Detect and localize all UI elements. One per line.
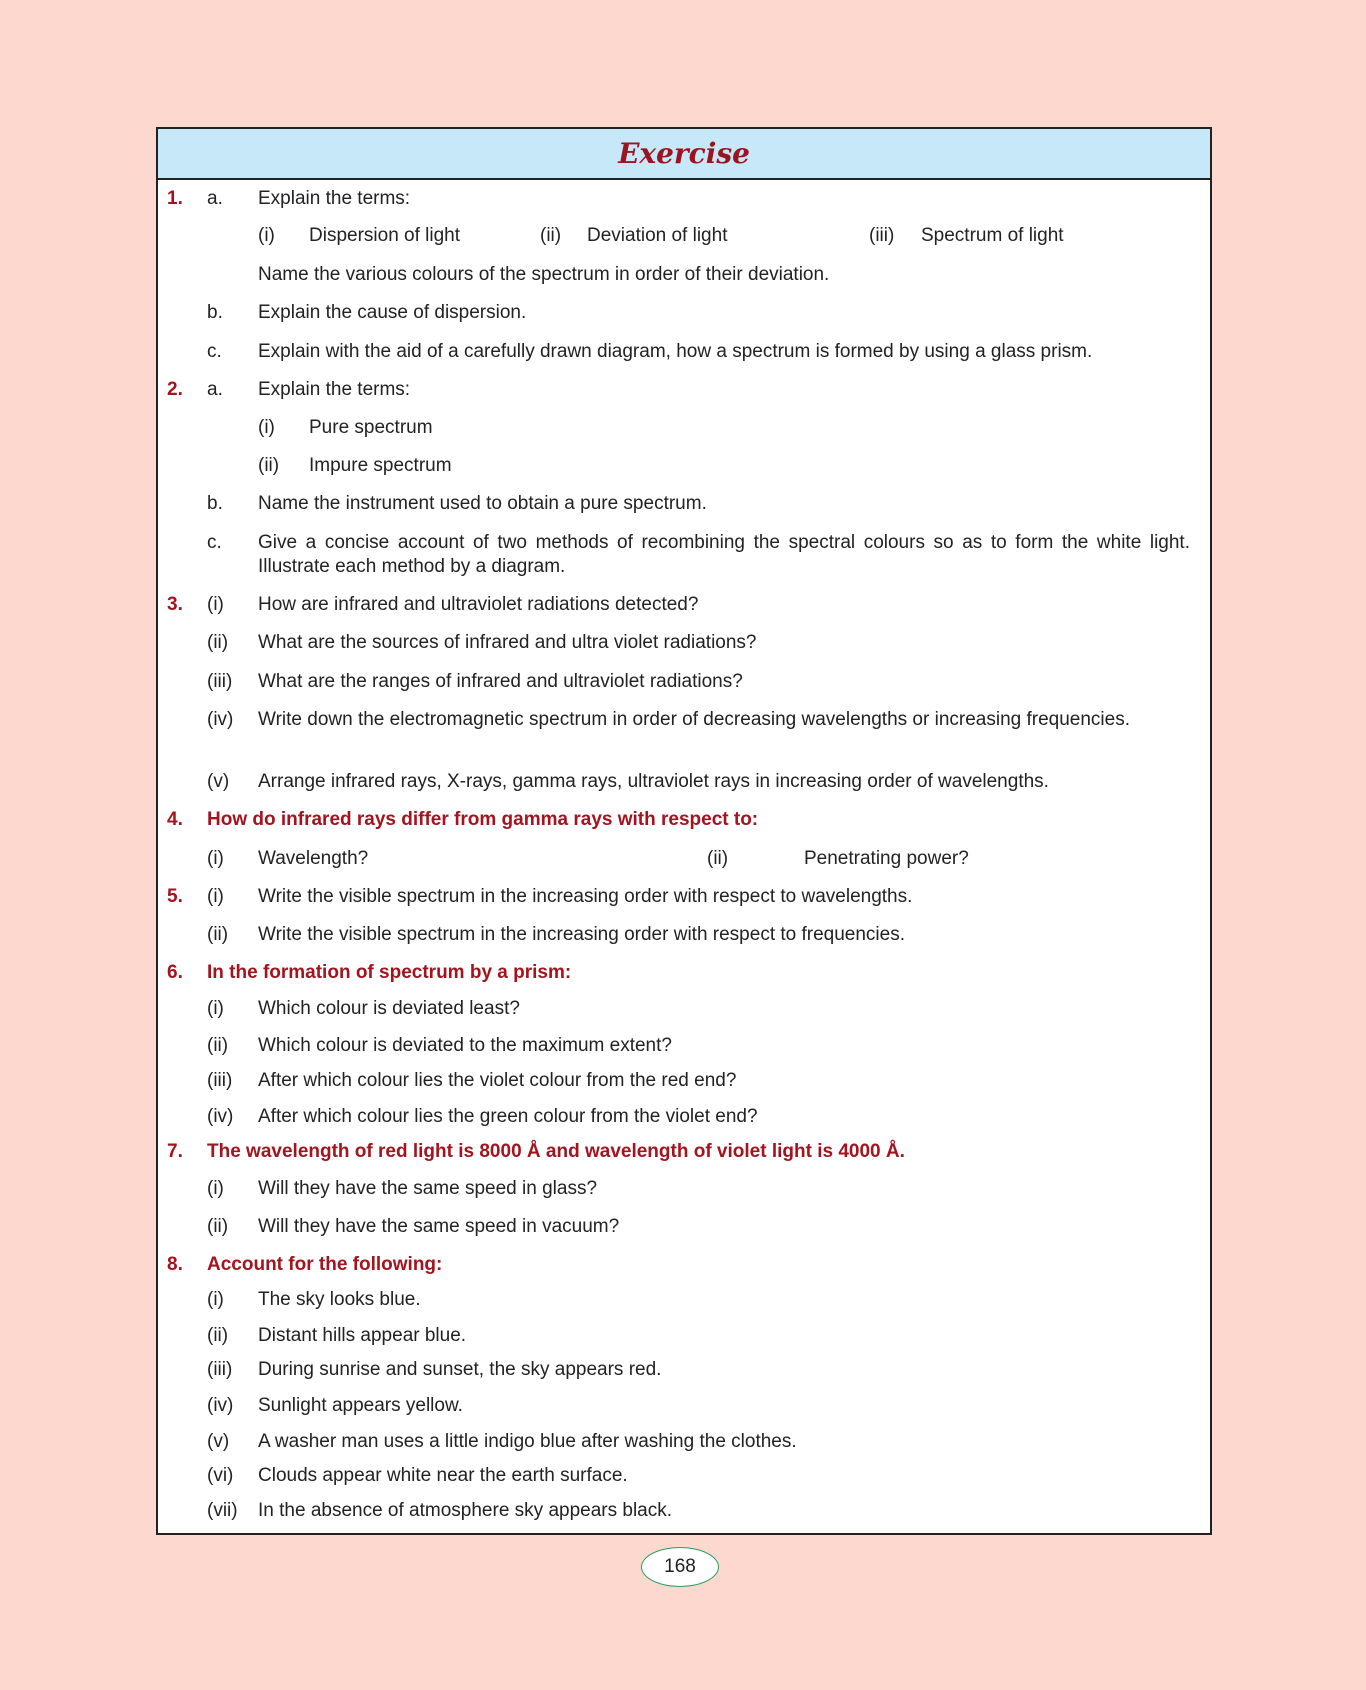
sub-item-label: (ii) bbox=[258, 455, 280, 476]
sub-item-text: Impure spectrum bbox=[309, 455, 452, 476]
item-text: Name the various colours of the spectrum in order of their deviation. bbox=[258, 264, 830, 285]
item-text: Write the visible spectrum in the increasing order with respect to frequencies. bbox=[258, 924, 906, 945]
sub-item-text: Pure spectrum bbox=[309, 417, 433, 438]
question-number: 5. bbox=[167, 886, 183, 907]
item-label: (ii) bbox=[707, 848, 729, 869]
item-text: Explain the terms: bbox=[258, 188, 411, 209]
question-number: 4. bbox=[167, 809, 183, 830]
question-number: 8. bbox=[167, 1254, 183, 1275]
exercise-header bbox=[158, 129, 1210, 180]
item-text: During sunrise and sunset, the sky appears red. bbox=[258, 1359, 662, 1380]
item-text: Arrange infrared rays, X-rays, gamma rays, ultraviolet rays in increasing order of wavelengths. bbox=[258, 771, 1049, 792]
item-label: b. bbox=[207, 493, 223, 514]
item-label: (vi) bbox=[207, 1465, 234, 1486]
item-label: (i) bbox=[207, 1289, 224, 1310]
question-heading: The wavelength of red light is 8000 Å and wavelength of violet light is 4000 Å. bbox=[207, 1141, 905, 1162]
item-text: After which colour lies the green colour from the violet end? bbox=[258, 1106, 758, 1127]
item-label: (i) bbox=[207, 998, 224, 1019]
question-number: 6. bbox=[167, 962, 183, 983]
item-text: Write the visible spectrum in the increasing order with respect to wavelengths. bbox=[258, 886, 913, 907]
item-label: a. bbox=[207, 379, 223, 400]
item-label: (ii) bbox=[207, 632, 229, 653]
question-heading: In the formation of spectrum by a prism: bbox=[207, 962, 572, 983]
item-label: b. bbox=[207, 302, 223, 323]
item-text: Wavelength? bbox=[258, 848, 369, 869]
item-text: After which colour lies the violet colour from the red end? bbox=[258, 1070, 737, 1091]
item-label: (ii) bbox=[207, 924, 229, 945]
sub-item-label: (i) bbox=[258, 225, 275, 246]
item-label: (iii) bbox=[207, 1359, 233, 1380]
item-label: (ii) bbox=[207, 1216, 229, 1237]
item-label: (i) bbox=[207, 886, 224, 907]
item-label: (v) bbox=[207, 1431, 230, 1452]
item-label: (iv) bbox=[207, 709, 234, 730]
item-label: (vii) bbox=[207, 1500, 238, 1521]
item-label: a. bbox=[207, 188, 223, 209]
item-text: Explain the terms: bbox=[258, 379, 411, 400]
item-text: Penetrating power? bbox=[804, 848, 969, 869]
item-text: What are the sources of infrared and ultra violet radiations? bbox=[258, 632, 757, 653]
question-number: 1. bbox=[167, 188, 183, 209]
question-heading: How do infrared rays differ from gamma rays with respect to: bbox=[207, 809, 759, 830]
sub-item-label: (i) bbox=[258, 417, 275, 438]
item-label: (i) bbox=[207, 848, 224, 869]
item-label: c. bbox=[207, 532, 222, 553]
item-text: Explain with the aid of a carefully drawn diagram, how a spectrum is formed by using a glass prism. bbox=[258, 341, 1093, 362]
item-text: Clouds appear white near the earth surface. bbox=[258, 1465, 628, 1486]
item-text: Write down the electromagnetic spectrum in order of decreasing wavelengths or increasing frequencies. bbox=[258, 709, 1130, 730]
exercise-title: Exercise bbox=[618, 137, 750, 170]
item-text: Which colour is deviated to the maximum extent? bbox=[258, 1035, 672, 1056]
sub-item-text: Deviation of light bbox=[587, 225, 728, 246]
question-number: 7. bbox=[167, 1141, 183, 1162]
question-number: 3. bbox=[167, 594, 183, 615]
question-heading: Account for the following: bbox=[207, 1254, 443, 1275]
item-text: Will they have the same speed in glass? bbox=[258, 1178, 598, 1199]
item-label: (i) bbox=[207, 594, 224, 615]
item-text: Name the instrument used to obtain a pure spectrum. bbox=[258, 493, 707, 514]
item-label: (iv) bbox=[207, 1106, 234, 1127]
item-label: (v) bbox=[207, 771, 230, 792]
sub-item-text: Dispersion of light bbox=[309, 225, 461, 246]
sub-item-label: (ii) bbox=[540, 225, 562, 246]
sub-item-label: (iii) bbox=[869, 225, 895, 246]
item-text: In the absence of atmosphere sky appears black. bbox=[258, 1500, 673, 1521]
sub-item-text: Spectrum of light bbox=[921, 225, 1064, 246]
item-label: (ii) bbox=[207, 1035, 229, 1056]
item-label: (iii) bbox=[207, 671, 233, 692]
item-label: (ii) bbox=[207, 1325, 229, 1346]
item-text: What are the ranges of infrared and ultraviolet radiations? bbox=[258, 671, 743, 692]
item-label: c. bbox=[207, 341, 222, 362]
item-text: How are infrared and ultraviolet radiations detected? bbox=[258, 594, 699, 615]
page-number: 168 bbox=[641, 1547, 719, 1587]
item-text: Explain the cause of dispersion. bbox=[258, 302, 527, 323]
item-text: A washer man uses a little indigo blue after washing the clothes. bbox=[258, 1431, 797, 1452]
item-label: (iv) bbox=[207, 1395, 234, 1416]
item-text: Distant hills appear blue. bbox=[258, 1325, 467, 1346]
item-text: Give a concise account of two methods of recombining the spectral colours so as to form the white light. Illustrate each method by a diagram. bbox=[258, 532, 1190, 577]
item-text: Sunlight appears yellow. bbox=[258, 1395, 463, 1416]
item-text: The sky looks blue. bbox=[258, 1289, 421, 1310]
item-text: Will they have the same speed in vacuum? bbox=[258, 1216, 620, 1237]
item-label: (iii) bbox=[207, 1070, 233, 1091]
item-label: (i) bbox=[207, 1178, 224, 1199]
question-number: 2. bbox=[167, 379, 183, 400]
item-text: Which colour is deviated least? bbox=[258, 998, 520, 1019]
